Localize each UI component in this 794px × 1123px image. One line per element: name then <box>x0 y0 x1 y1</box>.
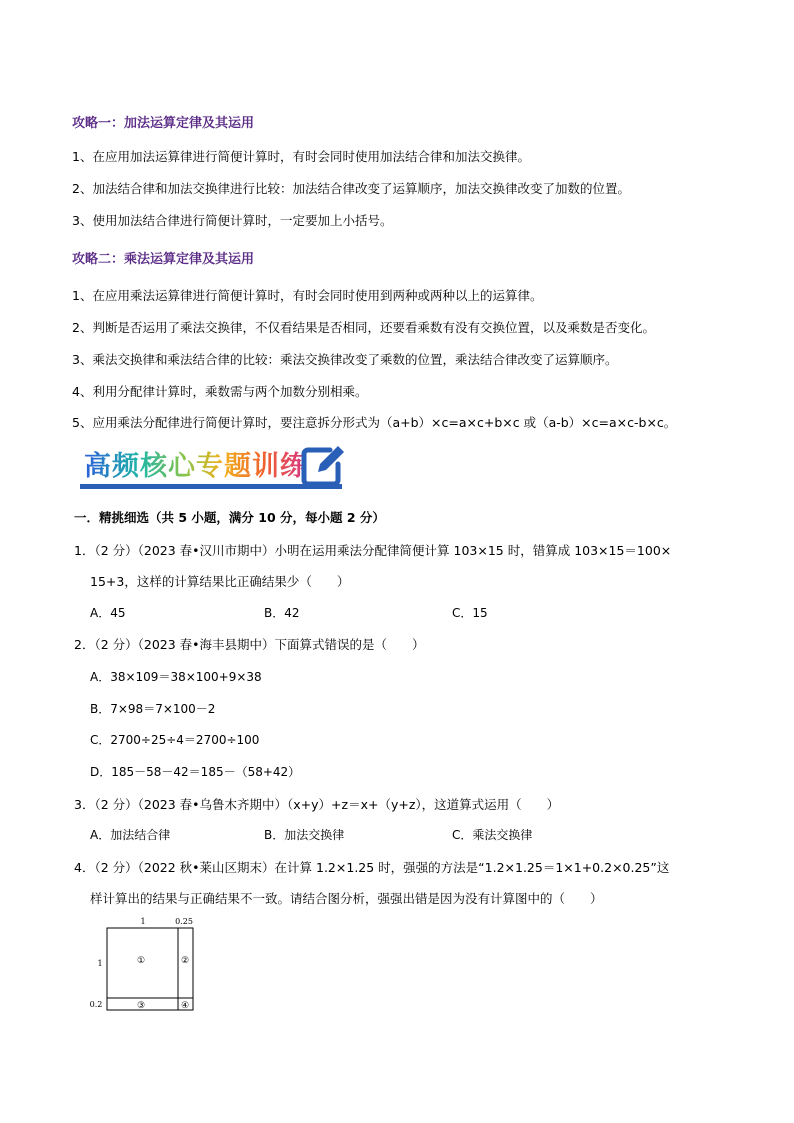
practice-banner <box>80 440 350 496</box>
figure-side-label-2: 0.2 <box>89 1000 103 1009</box>
q4-stem-line2: 样计算出的结果与正确结果不一致。请结合图分析，强强出错是因为没有计算图中的（ ） <box>90 891 603 906</box>
q3-option-a[interactable]: A．加法结合律 <box>90 828 171 842</box>
q1-option-b[interactable]: B．42 <box>264 606 300 620</box>
q4-stem-line1: 4．（2 分）（2022 秋•莱山区期末）在计算 1.2×1.25 时，强强的方法是“1.2×1.25＝1×1+0.2×0.25”这 <box>74 860 670 875</box>
edit-pencil-icon <box>300 442 348 488</box>
section2-item-5: 5、应用乘法分配律进行简便计算时，要注意拆分形式为（a+b）×c=a×c+b×c 或（a-b）×c=a×c-b×c。 <box>72 415 677 430</box>
q3-option-b[interactable]: B．加法交换律 <box>264 828 345 842</box>
figure-region-1: ① <box>136 956 146 966</box>
q1-option-c[interactable]: C．15 <box>452 606 488 620</box>
section2-item-2: 2、判断是否运用了乘法交换律，不仅看结果是否相同，还要看乘数有没有交换位置，以及乘数是否变化。 <box>72 320 655 335</box>
section2-item-3: 3、乘法交换律和乘法结合律的比较：乘法交换律改变了乘数的位置，乘法结合律改变了运算顺序。 <box>72 352 618 367</box>
section2-title: 攻略二：乘法运算定律及其运用 <box>72 252 255 267</box>
q4-area-figure <box>80 914 210 1014</box>
q2-stem: 2．（2 分）（2023 春•海丰县期中）下面算式错误的是（ ） <box>74 637 425 652</box>
q3-option-c[interactable]: C．乘法交换律 <box>452 828 533 842</box>
q1-stem-line1: 1．（2 分）（2023 春•汉川市期中）小明在运用乘法分配律简便计算 103×15 时，错算成 103×15＝100× <box>74 543 672 558</box>
section1-item-2: 2、加法结合律和加法交换律进行比较：加法结合律改变了运算顺序，加法交换律改变了加数的位置。 <box>72 181 630 196</box>
q2-option-a[interactable]: A．38×109＝38×100+9×38 <box>90 670 262 684</box>
section1-title: 攻略一：加法运算定律及其运用 <box>72 116 255 131</box>
figure-side-label-1: 1 <box>97 959 103 968</box>
q2-option-c[interactable]: C．2700÷25÷4＝2700÷100 <box>90 733 260 747</box>
figure-region-4: ④ <box>180 1001 190 1011</box>
figure-top-label-2: 0.25 <box>175 917 193 926</box>
q1-option-a[interactable]: A．45 <box>90 606 126 620</box>
section2-item-4: 4、利用分配律计算时，乘数需与两个加数分别相乘。 <box>72 384 368 399</box>
q2-option-d[interactable]: D．185－58－42＝185－（58+42） <box>90 765 301 779</box>
section1-item-3: 3、使用加法结合律进行简便计算时，一定要加上小括号。 <box>72 213 393 228</box>
part1-title: 一．精挑细选（共 5 小题，满分 10 分，每小题 2 分） <box>74 510 385 525</box>
section1-item-1: 1、在应用加法运算律进行简便计算时，有时会同时使用加法结合律和加法交换律。 <box>72 149 530 164</box>
figure-top-label-1: 1 <box>140 917 146 926</box>
q3-stem: 3．（2 分）（2023 春•乌鲁木齐期中）（x+y）+z＝x+（y+z），这道算式运用（ ） <box>74 797 560 812</box>
figure-region-2: ② <box>180 956 190 966</box>
figure-region-3: ③ <box>136 1001 146 1011</box>
q2-option-b[interactable]: B．7×98＝7×100－2 <box>90 702 216 716</box>
q1-stem-line2: 15+3，这样的计算结果比正确结果少（ ） <box>90 574 350 589</box>
banner-title: 高频核心专题训练 <box>84 444 308 483</box>
section2-item-1: 1、在应用乘法运算律进行简便计算时，有时会同时使用到两种或两种以上的运算律。 <box>72 288 543 303</box>
